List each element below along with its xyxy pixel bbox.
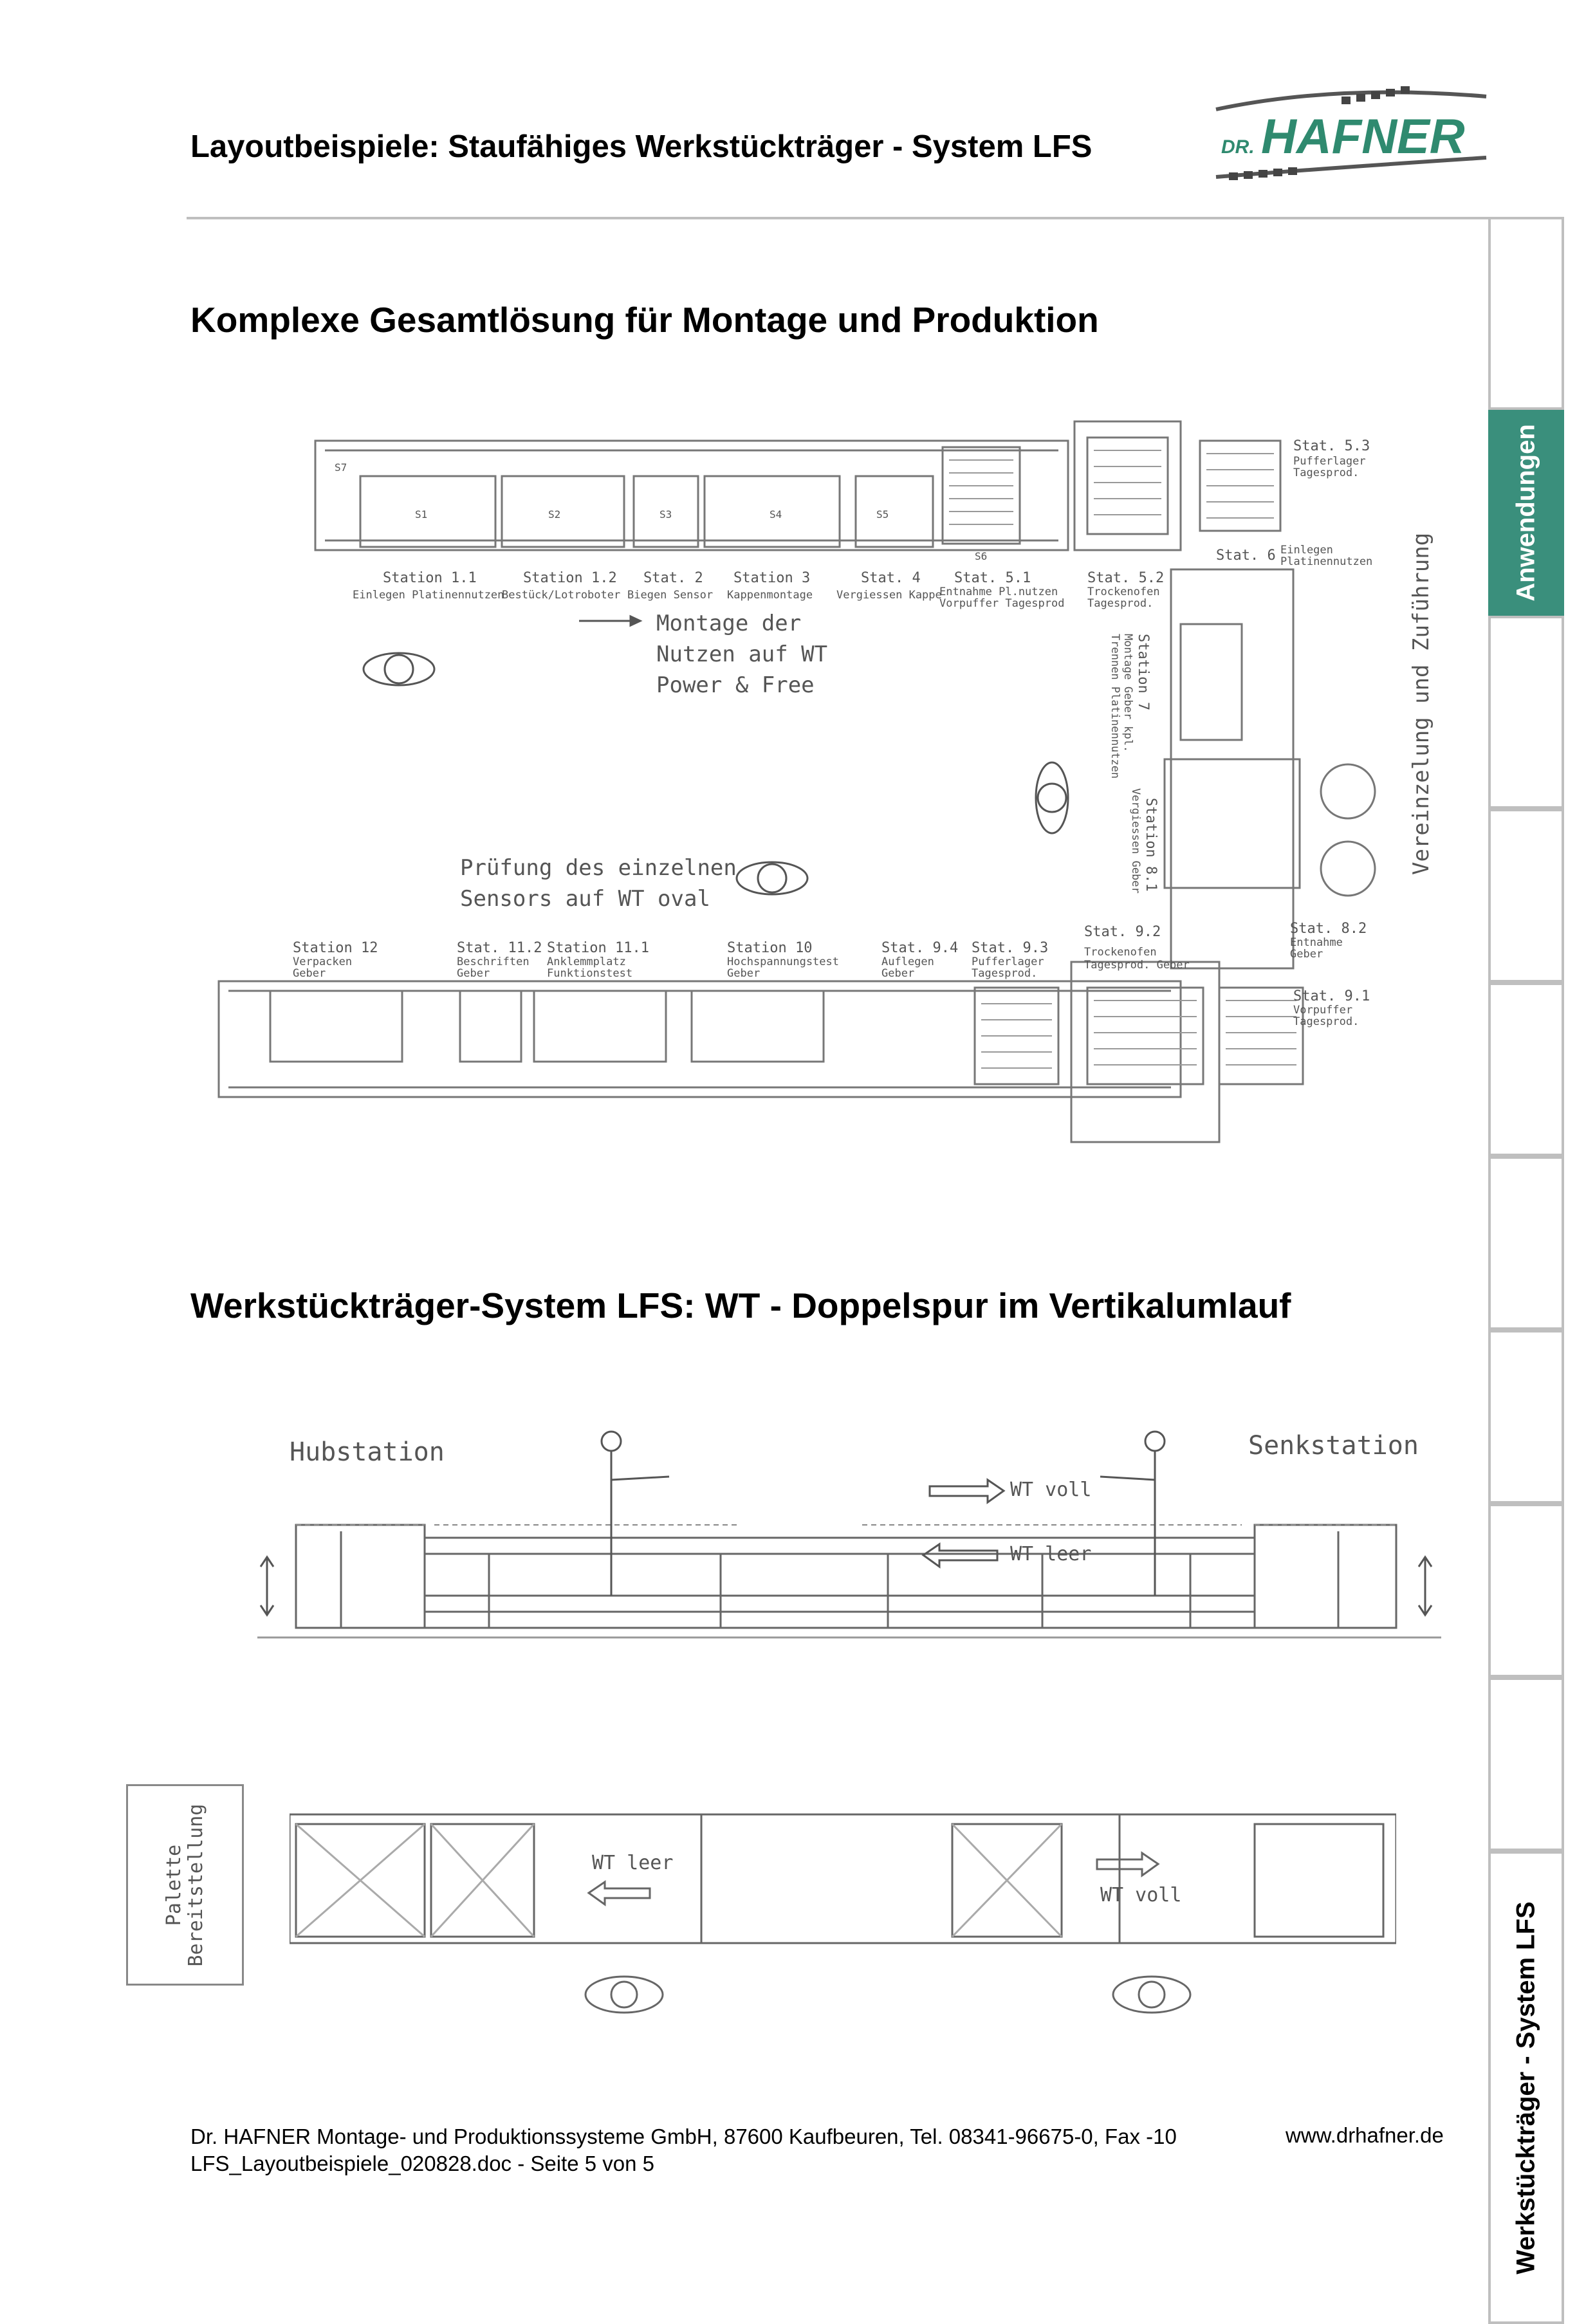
vereinzelung-label: Vereinzelung und Zuführung: [1408, 532, 1434, 875]
station-5-1-desc2: Vorpuffer Tagesprod: [939, 597, 1065, 610]
station-9-4-desc2: Geber: [881, 967, 915, 980]
station-5-1-desc: Entnahme Pl.nutzen: [939, 586, 1058, 598]
footer-url-link[interactable]: www.drhafner.de: [1286, 2123, 1444, 2147]
station-9-2-desc2: Tagesprod. Geber: [1084, 959, 1190, 972]
station-9-4-name: Stat. 9.4: [881, 940, 959, 956]
tab-blank-1[interactable]: [1488, 217, 1564, 410]
stopper-s6-top: S6: [975, 550, 988, 562]
station-9-2-name: Stat. 9.2: [1084, 924, 1161, 940]
stopper-s2-top: S2: [548, 508, 561, 521]
senkstation-label: Senkstation: [1248, 1431, 1419, 1461]
montage-text-3: Power & Free: [656, 672, 815, 698]
tab-werkstuecktraeger-label: Werkstückträger - System LFS: [1511, 1901, 1540, 2274]
station-7-desc: Montage Geber kpl.: [1121, 634, 1134, 753]
page-title: Layoutbeispiele: Staufähiges Werkstückträger - System LFS: [190, 129, 1093, 164]
station-10-desc: Hochspannungstest: [727, 955, 839, 968]
tab-blank-8[interactable]: [1488, 1677, 1564, 1851]
stat-8-2-name: Stat. 8.2: [1290, 921, 1367, 937]
station-9-3-desc: Pufferlager: [972, 955, 1044, 968]
top-wt-voll: WT voll: [1100, 1884, 1182, 1906]
station-5-2-desc2: Tagesprod.: [1087, 597, 1154, 610]
montage-text-1: Montage der: [656, 611, 802, 636]
tab-blank-5[interactable]: [1488, 1156, 1564, 1330]
palette-line-1: Palette: [162, 1844, 185, 1926]
station-4-desc: Vergiessen Kappe: [836, 589, 942, 602]
footer-document: LFS_Layoutbeispiele_020828.doc - Seite 5 von 5: [190, 2152, 655, 2175]
footer: [190, 2123, 1177, 2177]
stat-6-name: Stat. 6: [1216, 548, 1276, 564]
station-2-desc: Biegen Sensor: [627, 589, 714, 602]
section1-heading: Komplexe Gesamtlösung für Montage und Produktion: [190, 300, 1099, 340]
station-9-1-name: Stat. 9.1: [1293, 988, 1370, 1004]
station-7-name: Station 7: [1135, 634, 1151, 711]
station-9-3-desc2: Tagesprod.: [972, 967, 1038, 980]
side-wt-voll: WT voll: [1010, 1479, 1092, 1501]
tab-werkstuecktraeger[interactable]: [1488, 1851, 1564, 2324]
station-3-name: Station 3: [733, 570, 811, 586]
tab-anwendungen-label: Anwendungen: [1511, 424, 1540, 602]
palette-bereitstellung: [126, 1784, 244, 1986]
station-10-desc2: Geber: [727, 967, 761, 980]
side-tabs: [1488, 217, 1564, 2274]
station-11-1-desc2: Funktionstest: [547, 967, 633, 980]
station-11-1-name: Station 11.1: [547, 940, 649, 956]
station-2-name: Stat. 2: [643, 570, 703, 586]
header-divider: [187, 217, 1562, 219]
station-8-1-name: Station 8.1: [1143, 798, 1159, 892]
palette-line-2: Bereitstellung: [184, 1803, 207, 1966]
station-10-name: Station 10: [727, 940, 813, 956]
stat-8-2-desc: Entnahme: [1290, 936, 1343, 949]
station-12-desc: Verpacken: [293, 955, 353, 968]
station-1-2-name: Station 1.2: [523, 570, 617, 586]
station-1-1-name: Station 1.1: [383, 570, 477, 586]
station-9-1-desc: Vorpuffer: [1293, 1004, 1353, 1017]
stopper-s3-top: S3: [659, 508, 672, 521]
stat-6-desc: Einlegen: [1280, 544, 1333, 557]
station-4-name: Stat. 4: [861, 570, 921, 586]
footer-company: Dr. HAFNER Montage- und Produktionssysteme GmbH, 87600 Kaufbeuren, Tel. 08341-96675-0, Fax -10: [190, 2125, 1177, 2148]
section2-heading: Werkstückträger-System LFS: WT - Doppelspur im Vertikalumlauf: [190, 1286, 1291, 1325]
top-view-drawing: [290, 1802, 1396, 2072]
stopper-s5-top: S5: [876, 508, 889, 521]
montage-text-2: Nutzen auf WT: [656, 641, 828, 667]
station-9-2-desc: Trockenofen: [1084, 946, 1157, 959]
station-5-1-name: Stat. 5.1: [954, 570, 1031, 586]
tab-blank-7[interactable]: [1488, 1504, 1564, 1677]
tab-blank-2[interactable]: [1488, 616, 1564, 809]
stat-6-desc2: Platinennutzen: [1280, 555, 1373, 568]
logo-name: HAFNER: [1261, 109, 1465, 164]
station-5-2-desc: Trockenofen: [1087, 586, 1160, 598]
station-5-3-name: Stat. 5.3: [1293, 438, 1370, 454]
stopper-s4-top: S4: [770, 508, 782, 521]
side-view-drawing: [257, 1403, 1441, 1686]
station-11-2-name: Stat. 11.2: [457, 940, 542, 956]
station-5-2-name: Stat. 5.2: [1087, 570, 1165, 586]
station-1-2-desc: Bestück/Lotroboter: [502, 589, 621, 602]
station-1-1-desc: Einlegen Platinennutzen: [353, 589, 504, 602]
layout-drawing-1: [206, 412, 1467, 1171]
station-9-3-name: Stat. 9.3: [972, 940, 1049, 956]
station-11-1-desc: Anklemmplatz: [547, 955, 626, 968]
station-8-1-desc: Vergiessen Geber: [1129, 788, 1142, 894]
station-12-desc2: Geber: [293, 967, 326, 980]
stopper-s1-top: S1: [415, 508, 428, 521]
station-5-3-desc: Pufferlager: [1293, 455, 1366, 468]
stopper-s7-top: S7: [335, 461, 347, 474]
station-9-4-desc: Auflegen: [881, 955, 934, 968]
pruefung-text-2: Sensors auf WT oval: [460, 886, 710, 912]
tab-anwendungen[interactable]: [1488, 410, 1564, 616]
station-9-1-desc2: Tagesprod.: [1293, 1015, 1360, 1028]
station-11-2-desc: Beschriften: [457, 955, 530, 968]
stat-8-2-desc2: Geber: [1290, 948, 1323, 961]
logo-prefix: DR.: [1221, 136, 1255, 158]
tab-blank-3[interactable]: [1488, 809, 1564, 982]
station-3-desc: Kappenmontage: [727, 589, 813, 602]
company-logo: [1210, 71, 1493, 187]
side-wt-leer: WT leer: [1010, 1543, 1092, 1565]
station-5-3-desc2: Tagesprod.: [1293, 466, 1360, 479]
hubstation-label: Hubstation: [290, 1437, 445, 1467]
pruefung-text-1: Prüfung des einzelnen: [460, 855, 737, 881]
top-wt-leer: WT leer: [592, 1852, 674, 1874]
tab-blank-6[interactable]: [1488, 1330, 1564, 1504]
station-11-2-desc2: Geber: [457, 967, 490, 980]
tab-blank-4[interactable]: [1488, 982, 1564, 1156]
station-7-desc2: Trennen Platinennutzen: [1109, 634, 1121, 779]
station-12-name: Station 12: [293, 940, 378, 956]
